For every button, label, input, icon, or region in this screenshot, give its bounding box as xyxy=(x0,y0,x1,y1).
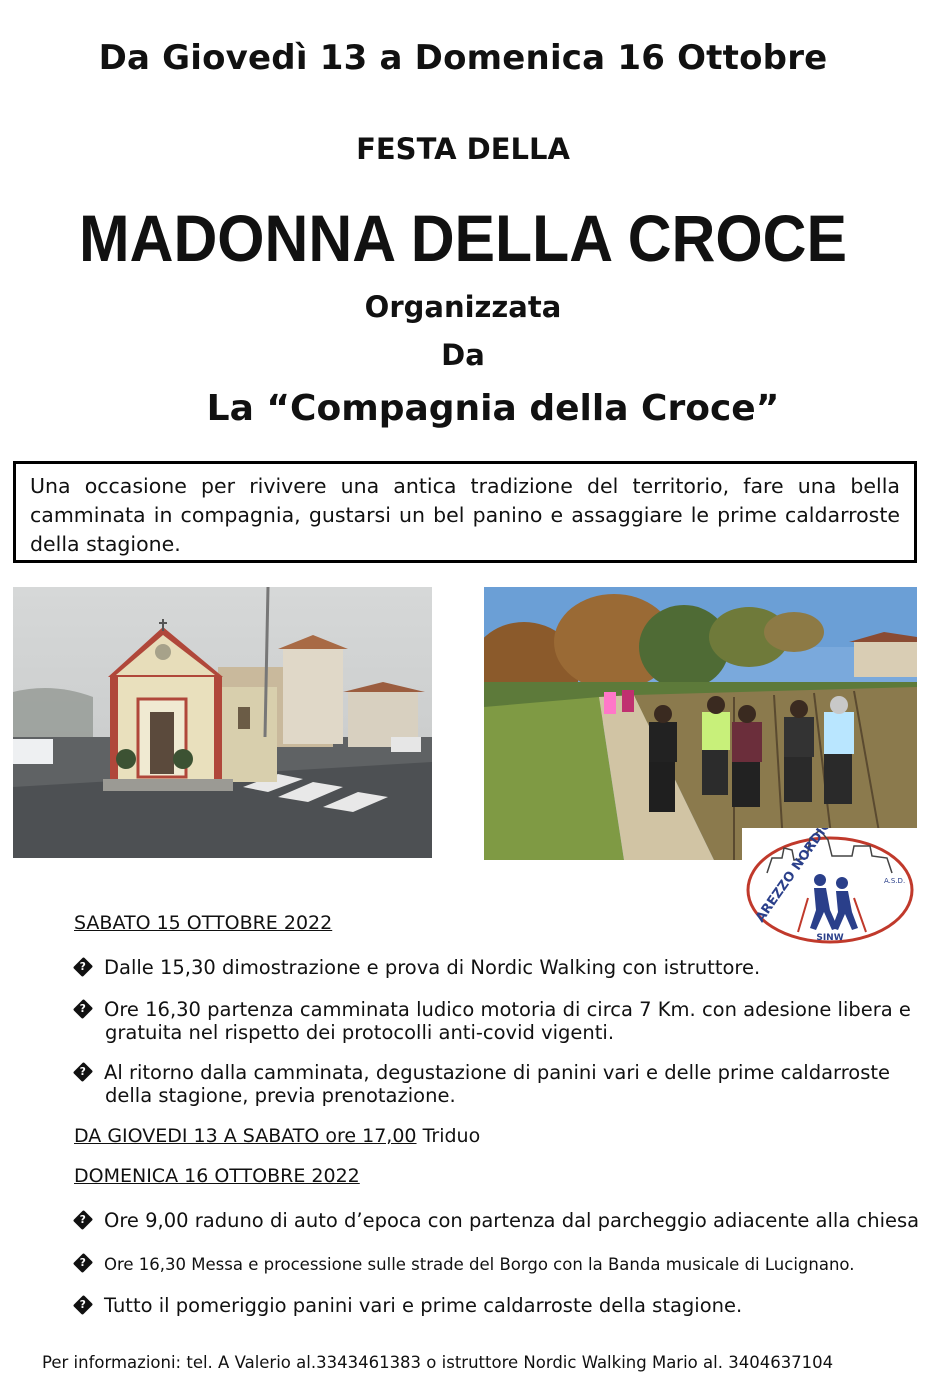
saturday-title: SABATO 15 OTTOBRE 2022 xyxy=(74,912,333,934)
contact-info: Per informazioni: tel. A Valerio al.3343461383 o istruttore Nordic Walking Mario al. 3404637104 xyxy=(42,1353,834,1372)
organizer-name: La “Compagnia della Croce” xyxy=(206,388,780,429)
page-title: MADONNA DELLA CROCE xyxy=(79,201,847,275)
logo-abbr: SINW xyxy=(816,933,844,943)
nordic-walking-photo xyxy=(484,587,917,860)
bullet-icon xyxy=(73,1253,93,1273)
logo-asd: A.S.D. xyxy=(884,877,906,885)
bullet-icon xyxy=(73,999,93,1019)
saturday-item-1: Dalle 15,30 dimostrazione e prova di Nordic Walking con istruttore. xyxy=(104,956,761,979)
saturday-item-3: Al ritorno dalla camminata, degustazione di panini vari e delle prime caldarroste xyxy=(104,1061,891,1084)
organized-label: Organizzata xyxy=(364,290,562,324)
list-item xyxy=(74,956,760,979)
arezzo-nordic-walking-logo xyxy=(742,828,918,946)
list-item xyxy=(74,1209,919,1232)
festa-heading: FESTA DELLA xyxy=(356,132,570,166)
sunday-item-2: Ore 16,30 Messa e processione sulle strade del Borgo con la Banda musicale di Lucignano. xyxy=(104,1255,855,1274)
bullet-icon xyxy=(73,957,93,977)
list-item xyxy=(74,1294,742,1317)
bullet-icon xyxy=(73,1062,93,1082)
sunday-title: DOMENICA 16 OTTOBRE 2022 xyxy=(74,1165,360,1187)
list-item xyxy=(74,1253,854,1276)
bullet-icon xyxy=(73,1295,93,1315)
intro-box xyxy=(13,461,917,563)
event-dates: Da Giovedì 13 a Domenica 16 Ottobre xyxy=(98,38,828,78)
list-item xyxy=(74,998,911,1044)
bullet-icon xyxy=(73,1210,93,1230)
sunday-item-1: Ore 9,00 raduno di auto d’epoca con partenza dal parcheggio adiacente alla chiesa xyxy=(104,1209,920,1232)
list-item xyxy=(74,1061,890,1107)
saturday-item-2: Ore 16,30 partenza camminata ludico motoria di circa 7 Km. con adesione libera e xyxy=(104,998,911,1021)
triduo-dates: DA GIOVEDI 13 A SABATO ore 17,00 xyxy=(74,1125,417,1147)
church-photo xyxy=(13,587,432,858)
intro-text: Una occasione per rivivere una antica tradizione del territorio, fare una bella camminata in compagnia, gustarsi un bel panino e assaggiare le prime caldarroste della stagione. xyxy=(30,474,900,556)
triduo-label: Triduo xyxy=(416,1125,481,1147)
saturday-item-3-cont: della stagione, previa prenotazione. xyxy=(105,1084,456,1107)
saturday-item-2-cont: gratuita nel rispetto dei protocolli anti-covid vigenti. xyxy=(105,1021,615,1044)
sunday-item-3: Tutto il pomeriggio panini vari e prime caldarroste della stagione. xyxy=(104,1294,743,1317)
triduo-line xyxy=(74,1125,480,1147)
by-label: Da xyxy=(441,338,485,372)
